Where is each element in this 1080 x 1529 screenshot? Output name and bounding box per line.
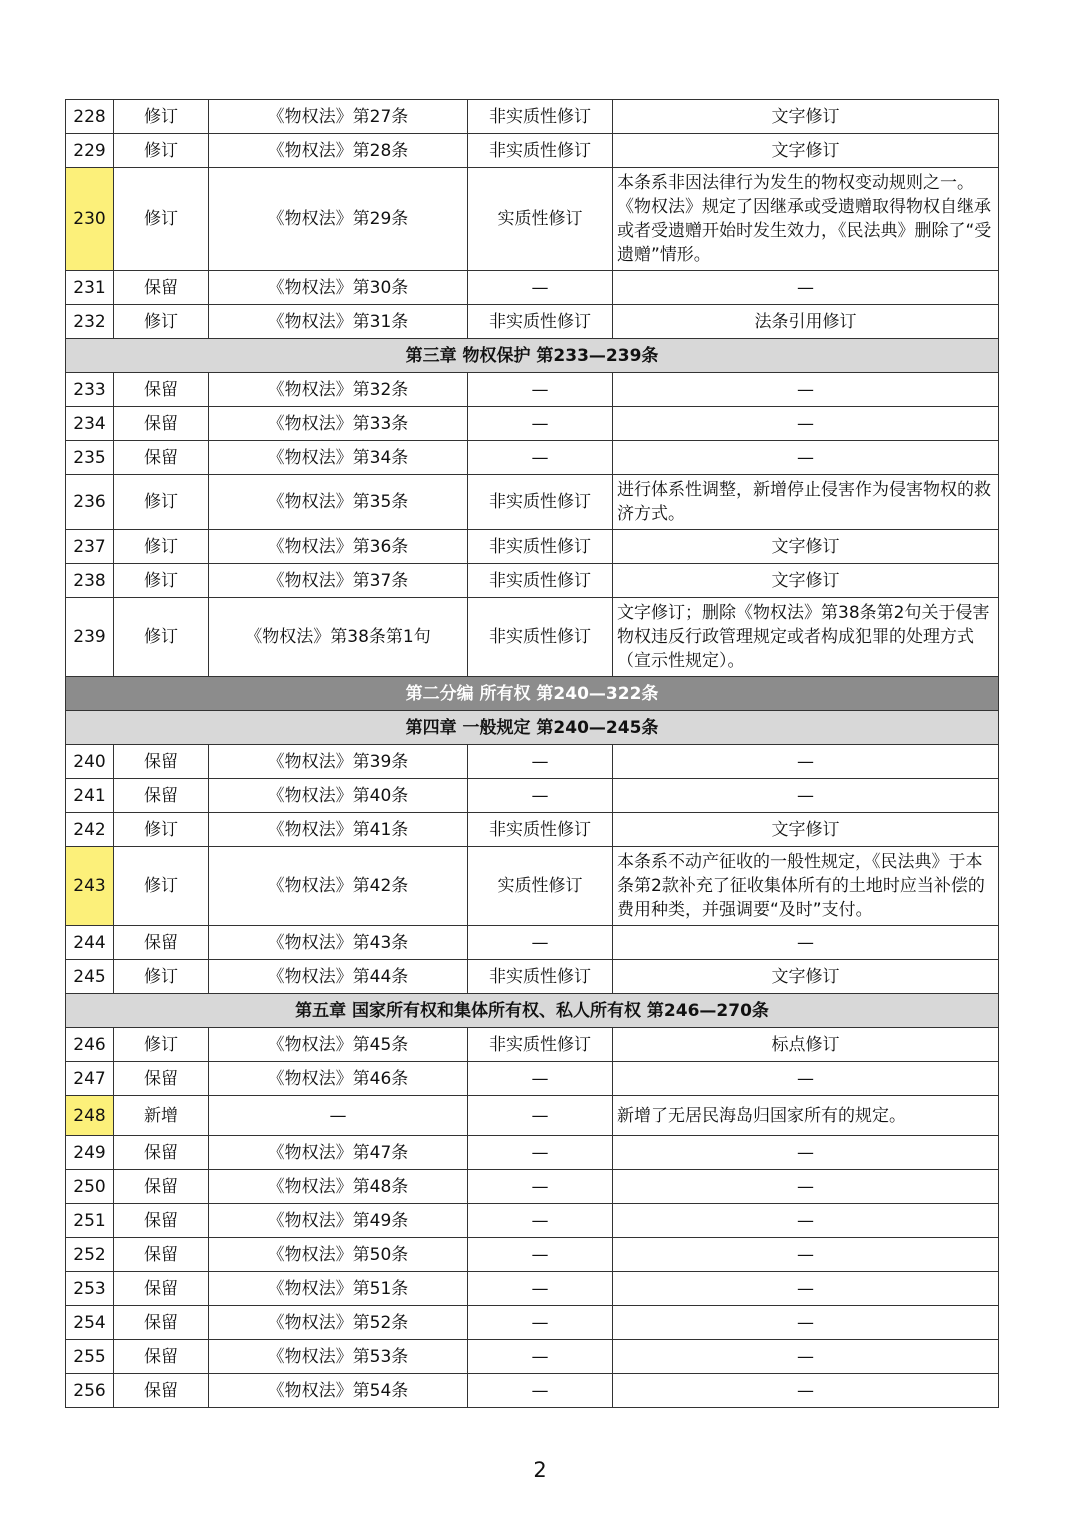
source-article-cell: 《物权法》第49条 (209, 1204, 468, 1238)
note-cell: 标点修订 (613, 1028, 999, 1062)
article-number-cell: 243 (66, 847, 114, 926)
action-cell: 修订 (114, 847, 209, 926)
table-row (66, 847, 999, 926)
action-cell: 保留 (114, 1136, 209, 1170)
revision-nature-cell: — (468, 1340, 613, 1374)
action-cell: 保留 (114, 1374, 209, 1408)
action-cell: 新增 (114, 1096, 209, 1136)
note-cell: 进行体系性调整，新增停止侵害作为侵害物权的救济方式。 (613, 475, 999, 530)
source-article-cell: 《物权法》第29条 (209, 168, 468, 271)
note-cell: — (613, 1062, 999, 1096)
revision-nature-cell: — (468, 1374, 613, 1408)
revision-nature-cell: — (468, 745, 613, 779)
article-number-cell: 234 (66, 407, 114, 441)
revision-nature-cell: — (468, 407, 613, 441)
article-number-cell: 238 (66, 564, 114, 598)
note-cell: — (613, 1272, 999, 1306)
table-row (66, 779, 999, 813)
page-number: 2 (533, 1458, 547, 1482)
revision-nature-cell: 非实质性修订 (468, 530, 613, 564)
table-row (66, 1306, 999, 1340)
note-cell: 新增了无居民海岛归国家所有的规定。 (613, 1096, 999, 1136)
revision-nature-cell: 非实质性修订 (468, 134, 613, 168)
revision-nature-cell: 非实质性修订 (468, 960, 613, 994)
article-number-cell: 254 (66, 1306, 114, 1340)
revision-nature-cell: — (468, 926, 613, 960)
article-number-cell: 249 (66, 1136, 114, 1170)
action-cell: 保留 (114, 407, 209, 441)
article-number-cell: 236 (66, 475, 114, 530)
article-number-cell: 235 (66, 441, 114, 475)
article-number-cell: 246 (66, 1028, 114, 1062)
source-article-cell: 《物权法》第34条 (209, 441, 468, 475)
article-number-cell: 255 (66, 1340, 114, 1374)
source-article-cell: 《物权法》第37条 (209, 564, 468, 598)
source-article-cell: 《物权法》第42条 (209, 847, 468, 926)
note-cell: — (613, 1340, 999, 1374)
revision-nature-cell: 非实质性修订 (468, 305, 613, 339)
revision-nature-cell: 非实质性修订 (468, 598, 613, 677)
article-number-cell: 240 (66, 745, 114, 779)
table-row (66, 134, 999, 168)
revision-nature-cell: 非实质性修订 (468, 813, 613, 847)
action-cell: 保留 (114, 1062, 209, 1096)
revision-nature-cell: — (468, 373, 613, 407)
action-cell: 保留 (114, 1272, 209, 1306)
note-cell: 法条引用修订 (613, 305, 999, 339)
action-cell: 保留 (114, 271, 209, 305)
table-row (66, 598, 999, 677)
table-row (66, 1170, 999, 1204)
source-article-cell: 《物权法》第53条 (209, 1340, 468, 1374)
table-row (66, 475, 999, 530)
source-article-cell: 《物权法》第50条 (209, 1238, 468, 1272)
chapter-header-row (66, 711, 999, 745)
source-article-cell: 《物权法》第39条 (209, 745, 468, 779)
revision-nature-cell: — (468, 1272, 613, 1306)
revision-nature-cell: 非实质性修订 (468, 1028, 613, 1062)
source-article-cell: 《物权法》第47条 (209, 1136, 468, 1170)
table-row (66, 926, 999, 960)
action-cell: 修订 (114, 1028, 209, 1062)
comparison-table (65, 99, 999, 1408)
note-cell: — (613, 745, 999, 779)
source-article-cell: 《物权法》第38条第1句 (209, 598, 468, 677)
note-cell: — (613, 926, 999, 960)
source-article-cell: 《物权法》第45条 (209, 1028, 468, 1062)
article-number-cell: 256 (66, 1374, 114, 1408)
action-cell: 保留 (114, 373, 209, 407)
source-article-cell: 《物权法》第35条 (209, 475, 468, 530)
source-article-cell: 《物权法》第33条 (209, 407, 468, 441)
note-cell: 本条系非因法律行为发生的物权变动规则之一。《物权法》规定了因继承或受遗赠取得物权自继承或者受遗赠开始时发生效力，《民法典》删除了“受遗赠”情形。 (613, 168, 999, 271)
note-cell: — (613, 1374, 999, 1408)
action-cell: 保留 (114, 1238, 209, 1272)
action-cell: 保留 (114, 745, 209, 779)
article-number-cell: 228 (66, 100, 114, 134)
table-row (66, 960, 999, 994)
note-cell: 本条系不动产征收的一般性规定，《民法典》于本条第2款补充了征收集体所有的土地时应当补偿的费用种类，并强调要“及时”支付。 (613, 847, 999, 926)
note-cell: — (613, 779, 999, 813)
table-row (66, 1028, 999, 1062)
table-row (66, 271, 999, 305)
revision-nature-cell: — (468, 1204, 613, 1238)
action-cell: 保留 (114, 1170, 209, 1204)
source-article-cell: 《物权法》第31条 (209, 305, 468, 339)
source-article-cell: 《物权法》第40条 (209, 779, 468, 813)
note-cell: — (613, 373, 999, 407)
article-number-cell: 237 (66, 530, 114, 564)
table-row (66, 564, 999, 598)
revision-nature-cell: — (468, 1096, 613, 1136)
chapter-header-row (66, 339, 999, 373)
article-number-cell: 248 (66, 1096, 114, 1136)
note-cell: — (613, 407, 999, 441)
note-cell: 文字修订 (613, 530, 999, 564)
source-article-cell: 《物权法》第43条 (209, 926, 468, 960)
revision-nature-cell: 实质性修订 (468, 847, 613, 926)
source-article-cell: 《物权法》第48条 (209, 1170, 468, 1204)
revision-nature-cell: 实质性修订 (468, 168, 613, 271)
action-cell: 保留 (114, 441, 209, 475)
table-row (66, 1272, 999, 1306)
action-cell: 修订 (114, 598, 209, 677)
revision-nature-cell: — (468, 1170, 613, 1204)
source-article-cell: 《物权法》第52条 (209, 1306, 468, 1340)
action-cell: 修订 (114, 813, 209, 847)
article-number-cell: 253 (66, 1272, 114, 1306)
action-cell: 修订 (114, 134, 209, 168)
revision-nature-cell: — (468, 1238, 613, 1272)
action-cell: 保留 (114, 1204, 209, 1238)
action-cell: 修订 (114, 475, 209, 530)
article-number-cell: 231 (66, 271, 114, 305)
revision-nature-cell: — (468, 1136, 613, 1170)
action-cell: 修订 (114, 960, 209, 994)
revision-nature-cell: — (468, 1062, 613, 1096)
source-article-cell: 《物权法》第44条 (209, 960, 468, 994)
table-row (66, 441, 999, 475)
article-number-cell: 252 (66, 1238, 114, 1272)
article-number-cell: 230 (66, 168, 114, 271)
note-cell: — (613, 271, 999, 305)
table-row (66, 305, 999, 339)
article-number-cell: 242 (66, 813, 114, 847)
chapter-title: 第四章 一般规定 第240—245条 (66, 711, 999, 745)
part-header-row (66, 677, 999, 711)
note-cell: — (613, 441, 999, 475)
revision-nature-cell: — (468, 1306, 613, 1340)
revision-nature-cell: 非实质性修订 (468, 100, 613, 134)
table-row (66, 407, 999, 441)
note-cell: — (613, 1136, 999, 1170)
note-cell: — (613, 1238, 999, 1272)
action-cell: 保留 (114, 1340, 209, 1374)
article-number-cell: 232 (66, 305, 114, 339)
table-row (66, 745, 999, 779)
source-article-cell: — (209, 1096, 468, 1136)
action-cell: 保留 (114, 1306, 209, 1340)
table-row (66, 1096, 999, 1136)
action-cell: 保留 (114, 779, 209, 813)
note-cell: 文字修订 (613, 134, 999, 168)
note-cell: 文字修订 (613, 564, 999, 598)
note-cell: — (613, 1170, 999, 1204)
source-article-cell: 《物权法》第51条 (209, 1272, 468, 1306)
table-row (66, 530, 999, 564)
table-row (66, 1340, 999, 1374)
table-row (66, 1062, 999, 1096)
revision-nature-cell: — (468, 441, 613, 475)
source-article-cell: 《物权法》第46条 (209, 1062, 468, 1096)
action-cell: 修订 (114, 564, 209, 598)
chapter-title: 第五章 国家所有权和集体所有权、私人所有权 第246—270条 (66, 994, 999, 1028)
note-cell: 文字修订 (613, 813, 999, 847)
article-number-cell: 250 (66, 1170, 114, 1204)
article-number-cell: 247 (66, 1062, 114, 1096)
action-cell: 修订 (114, 305, 209, 339)
note-cell: — (613, 1204, 999, 1238)
source-article-cell: 《物权法》第32条 (209, 373, 468, 407)
note-cell: 文字修订 (613, 960, 999, 994)
source-article-cell: 《物权法》第28条 (209, 134, 468, 168)
article-number-cell: 251 (66, 1204, 114, 1238)
action-cell: 修订 (114, 100, 209, 134)
table-body (66, 100, 999, 1408)
article-number-cell: 229 (66, 134, 114, 168)
article-number-cell: 239 (66, 598, 114, 677)
part-title: 第二分编 所有权 第240—322条 (66, 677, 999, 711)
action-cell: 修订 (114, 530, 209, 564)
note-cell: 文字修订 (613, 100, 999, 134)
table-row (66, 100, 999, 134)
revision-nature-cell: — (468, 779, 613, 813)
chapter-title: 第三章 物权保护 第233—239条 (66, 339, 999, 373)
note-cell: 文字修订；删除《物权法》第38条第2句关于侵害物权违反行政管理规定或者构成犯罪的处理方式（宣示性规定）。 (613, 598, 999, 677)
source-article-cell: 《物权法》第41条 (209, 813, 468, 847)
table-row (66, 1238, 999, 1272)
table-row (66, 168, 999, 271)
source-article-cell: 《物权法》第36条 (209, 530, 468, 564)
source-article-cell: 《物权法》第54条 (209, 1374, 468, 1408)
revision-nature-cell: 非实质性修订 (468, 475, 613, 530)
chapter-header-row (66, 994, 999, 1028)
table-row (66, 813, 999, 847)
article-number-cell: 245 (66, 960, 114, 994)
source-article-cell: 《物权法》第30条 (209, 271, 468, 305)
revision-nature-cell: 非实质性修订 (468, 564, 613, 598)
table-row (66, 373, 999, 407)
table-row (66, 1204, 999, 1238)
article-number-cell: 241 (66, 779, 114, 813)
note-cell: — (613, 1306, 999, 1340)
table-row (66, 1374, 999, 1408)
table-row (66, 1136, 999, 1170)
action-cell: 修订 (114, 168, 209, 271)
source-article-cell: 《物权法》第27条 (209, 100, 468, 134)
article-number-cell: 233 (66, 373, 114, 407)
revision-nature-cell: — (468, 271, 613, 305)
article-number-cell: 244 (66, 926, 114, 960)
action-cell: 保留 (114, 926, 209, 960)
